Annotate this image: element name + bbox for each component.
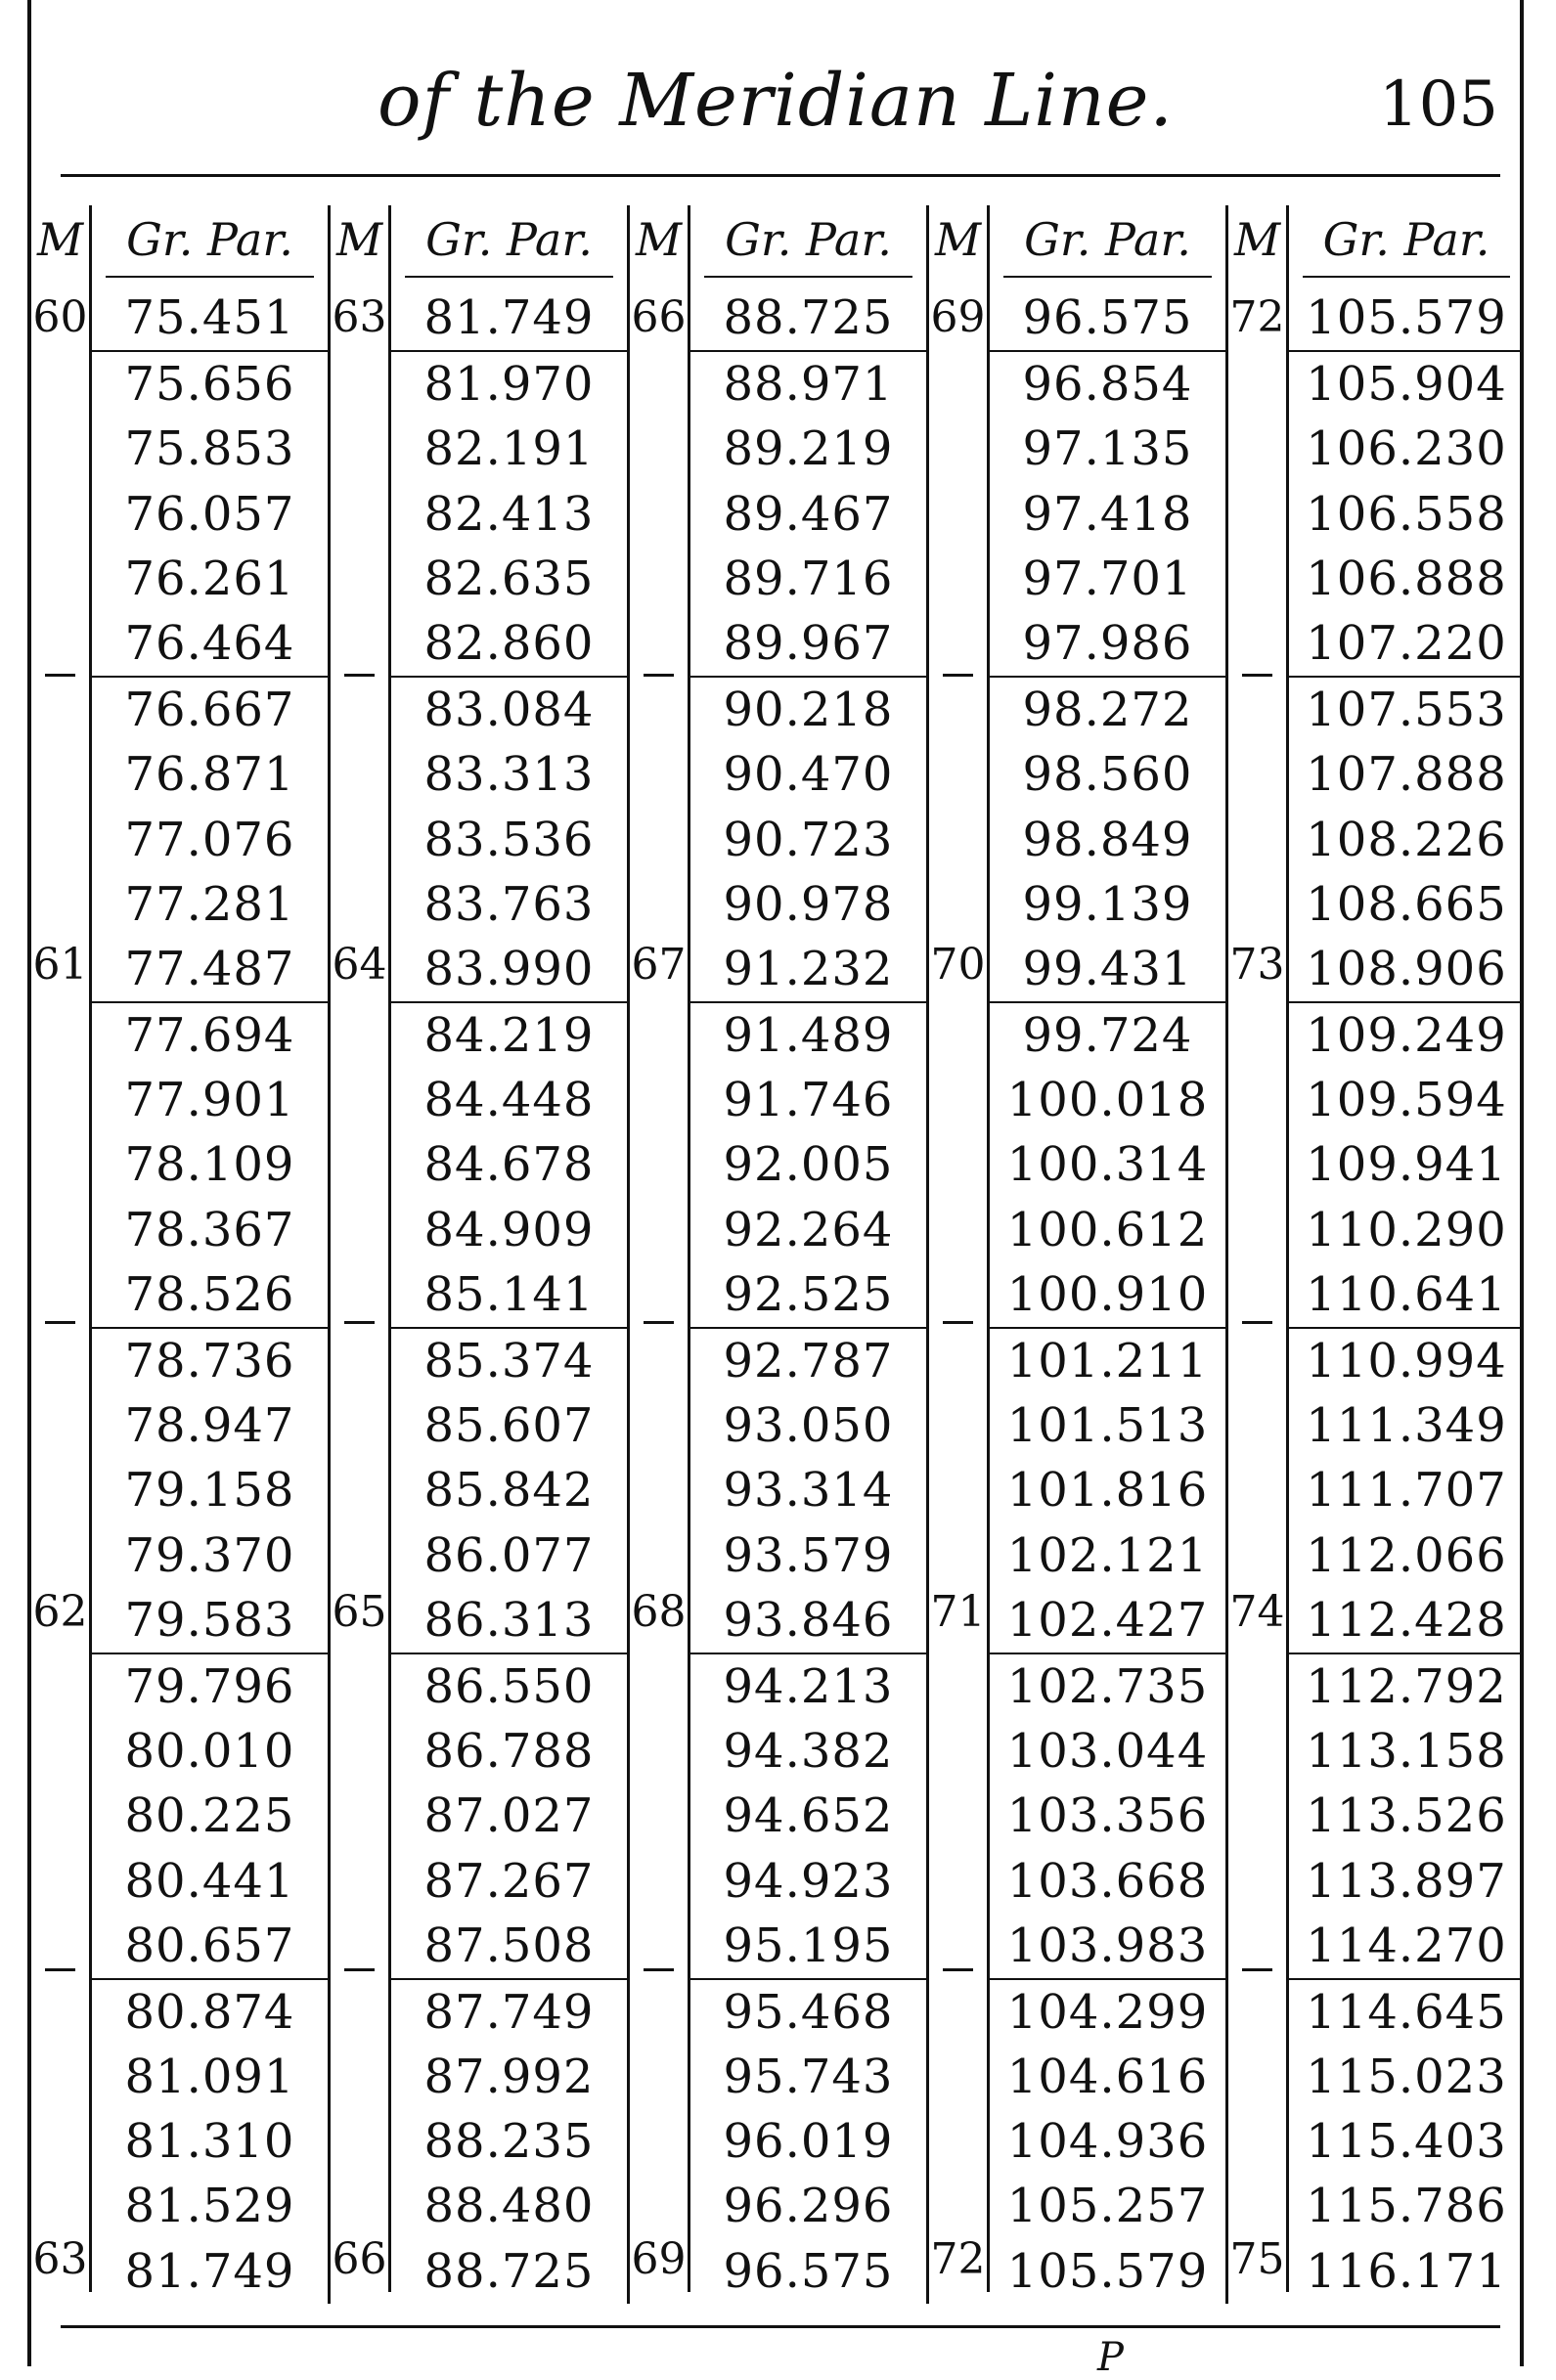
table-cell: 88.235 <box>423 2114 595 2170</box>
table-cell: 77.281 <box>124 876 295 932</box>
section-dash <box>644 1968 674 1971</box>
table-cell: 104.936 <box>1006 2114 1209 2170</box>
table-cell: 95.468 <box>723 1984 894 2040</box>
graduation-parts-header: Gr. Par. <box>1322 213 1490 266</box>
table-cell: 88.971 <box>723 357 894 413</box>
table-cell: 81.310 <box>124 2114 295 2170</box>
table-cell: 83.313 <box>423 747 595 803</box>
table-cell: 99.431 <box>990 937 1225 1003</box>
minute-mark: 67 <box>631 940 687 990</box>
table-cell: 99.724 <box>1022 1008 1193 1064</box>
table-cell: 76.871 <box>124 747 295 803</box>
table-cell: 81.749 <box>124 2243 295 2299</box>
page <box>27 0 1524 2380</box>
table-cell: 88.725 <box>690 286 926 352</box>
header-underline <box>1003 276 1212 278</box>
minute-mark: 66 <box>631 292 687 342</box>
table-cell: 106.230 <box>1306 421 1507 477</box>
table-cell: 76.667 <box>124 683 295 738</box>
table-cell: 96.019 <box>723 2114 894 2170</box>
table-cell: 88.725 <box>423 2243 595 2299</box>
table-cell: 83.990 <box>391 937 627 1003</box>
table-cell: 97.986 <box>990 611 1225 678</box>
table-cell: 77.487 <box>92 937 328 1003</box>
table-cell: 103.983 <box>990 1914 1225 1980</box>
table-cell: 81.529 <box>124 2179 295 2234</box>
table-cell: 100.910 <box>990 1262 1225 1329</box>
graduation-parts-column <box>990 205 1228 2304</box>
table-cell: 82.191 <box>423 421 595 477</box>
header-underline <box>106 276 314 278</box>
minute-header: M <box>635 213 683 266</box>
table-cell: 75.451 <box>92 286 328 352</box>
graduation-parts-header: Gr. Par. <box>725 213 892 266</box>
table-cell: 112.066 <box>1306 1527 1507 1583</box>
minute-mark: 66 <box>332 2234 387 2284</box>
table-cell: 107.888 <box>1306 747 1507 803</box>
table-cell: 103.044 <box>1006 1724 1209 1780</box>
table-cell: 108.665 <box>1306 876 1507 932</box>
header-underline <box>405 276 613 278</box>
table-cell: 93.050 <box>723 1398 894 1454</box>
table-cell: 115.023 <box>1306 2049 1507 2105</box>
table-cell: 77.901 <box>124 1073 295 1128</box>
table-cell: 82.860 <box>391 611 627 678</box>
minute-mark: 63 <box>32 2234 88 2284</box>
table-cell: 95.195 <box>690 1914 926 1980</box>
table-cell: 79.158 <box>124 1463 295 1519</box>
table-cell: 89.219 <box>723 421 894 477</box>
section-dash <box>344 1968 375 1971</box>
table-cell: 102.121 <box>1006 1527 1209 1583</box>
table-cell: 109.941 <box>1306 1137 1507 1193</box>
table-cell: 75.853 <box>124 421 295 477</box>
table-cell: 106.558 <box>1306 486 1507 542</box>
table-cell: 84.909 <box>423 1202 595 1257</box>
table-cell: 102.735 <box>1006 1658 1209 1714</box>
table-cell: 93.579 <box>723 1527 894 1583</box>
table-cell: 110.641 <box>1289 1262 1524 1329</box>
table-cell: 105.579 <box>1006 2243 1209 2299</box>
table-cell: 104.616 <box>1006 2049 1209 2105</box>
table-cell: 96.296 <box>723 2179 894 2234</box>
table-cell: 116.171 <box>1306 2243 1507 2299</box>
table-cell: 79.370 <box>124 1527 295 1583</box>
table-cell: 111.707 <box>1306 1463 1507 1519</box>
table-cell: 83.084 <box>423 683 595 738</box>
table-cell: 92.264 <box>723 1202 894 1257</box>
table-cell: 96.575 <box>990 286 1225 352</box>
graduation-parts-column <box>391 205 630 2304</box>
table-cell: 110.994 <box>1306 1334 1507 1388</box>
table-cell: 89.716 <box>723 551 894 606</box>
minute-header: M <box>934 213 982 266</box>
table-cell: 90.470 <box>723 747 894 803</box>
table-cell: 113.526 <box>1306 1788 1507 1844</box>
table-cell: 78.947 <box>124 1398 295 1454</box>
table-cell: 108.906 <box>1289 937 1524 1003</box>
table-cell: 78.109 <box>124 1137 295 1193</box>
table-cell: 100.314 <box>1006 1137 1209 1193</box>
minute-column <box>630 205 690 2292</box>
table-cell: 99.139 <box>1022 876 1193 932</box>
table-cell: 93.846 <box>690 1588 926 1654</box>
minute-mark: 61 <box>32 940 88 990</box>
table-cell: 115.403 <box>1306 2114 1507 2170</box>
table-cell: 101.211 <box>1006 1334 1209 1388</box>
table-cell: 100.612 <box>1006 1202 1209 1257</box>
table-cell: 97.701 <box>1022 551 1193 606</box>
table-cell: 76.057 <box>124 486 295 542</box>
section-dash <box>45 1968 75 1971</box>
table-cell: 91.489 <box>723 1008 894 1064</box>
minute-mark: 60 <box>32 292 88 342</box>
table-cell: 109.594 <box>1306 1073 1507 1128</box>
table-cell: 81.970 <box>423 357 595 413</box>
table-cell: 84.219 <box>423 1008 595 1064</box>
minute-mark: 71 <box>930 1587 986 1637</box>
section-dash <box>1242 1321 1272 1324</box>
minute-mark: 69 <box>930 292 986 342</box>
minute-mark: 72 <box>930 2234 986 2284</box>
table-cell: 98.560 <box>1022 747 1193 803</box>
minute-column <box>31 205 92 2292</box>
graduation-parts-column <box>1289 205 1524 2304</box>
table-cell: 90.723 <box>723 812 894 867</box>
table-cell: 91.232 <box>690 937 926 1003</box>
table-cell: 96.854 <box>1022 357 1193 413</box>
section-dash <box>943 674 973 677</box>
table-cell: 81.749 <box>391 286 627 352</box>
minute-column <box>1228 205 1289 2292</box>
table-cell: 90.218 <box>723 683 894 738</box>
table-cell: 86.550 <box>423 1658 595 1714</box>
meridian-table <box>31 205 1520 2304</box>
table-cell: 101.513 <box>1006 1398 1209 1454</box>
table-cell: 94.382 <box>723 1724 894 1780</box>
table-cell: 87.267 <box>423 1853 595 1909</box>
table-cell: 98.272 <box>1022 683 1193 738</box>
header-underline <box>1303 276 1510 278</box>
minute-mark: 68 <box>631 1587 687 1637</box>
table-cell: 115.786 <box>1306 2179 1507 2234</box>
table-cell: 94.923 <box>723 1853 894 1909</box>
table-cell: 86.788 <box>423 1724 595 1780</box>
table-cell: 97.135 <box>1022 421 1193 477</box>
minute-mark: 64 <box>332 940 387 990</box>
table-cell: 112.428 <box>1289 1588 1524 1654</box>
table-cell: 91.746 <box>723 1073 894 1128</box>
table-cell: 94.652 <box>723 1788 894 1844</box>
table-cell: 80.657 <box>92 1914 328 1980</box>
minute-mark: 63 <box>332 292 387 342</box>
table-cell: 83.536 <box>423 812 595 867</box>
table-cell: 93.314 <box>723 1463 894 1519</box>
page-header <box>31 39 1520 166</box>
table-cell: 113.158 <box>1306 1724 1507 1780</box>
section-dash <box>344 674 375 677</box>
minute-header: M <box>335 213 383 266</box>
table-cell: 78.736 <box>124 1334 295 1388</box>
table-cell: 89.467 <box>723 486 894 542</box>
table-cell: 102.427 <box>990 1588 1225 1654</box>
minute-mark: 73 <box>1229 940 1285 990</box>
table-cell: 80.225 <box>124 1788 295 1844</box>
table-cell: 83.763 <box>423 876 595 932</box>
table-cell: 107.553 <box>1306 683 1507 738</box>
section-dash <box>1242 1968 1272 1971</box>
table-cell: 92.005 <box>723 1137 894 1193</box>
table-cell: 76.464 <box>92 611 328 678</box>
table-cell: 108.226 <box>1306 812 1507 867</box>
minute-column <box>331 205 391 2292</box>
table-cell: 82.413 <box>423 486 595 542</box>
table-cell: 100.018 <box>1006 1073 1209 1128</box>
table-cell: 114.270 <box>1289 1914 1524 1980</box>
table-cell: 112.792 <box>1306 1658 1507 1714</box>
table-cell: 111.349 <box>1306 1398 1507 1454</box>
table-cell: 87.992 <box>423 2049 595 2105</box>
table-cell: 87.508 <box>391 1914 627 1980</box>
minute-mark: 75 <box>1229 2234 1285 2284</box>
minute-header: M <box>1233 213 1281 266</box>
header-underline <box>704 276 912 278</box>
table-cell: 105.904 <box>1306 357 1507 413</box>
table-cell: 89.967 <box>690 611 926 678</box>
graduation-parts-column <box>690 205 929 2304</box>
table-cell: 98.849 <box>1022 812 1193 867</box>
table-cell: 107.220 <box>1289 611 1524 678</box>
table-cell: 84.448 <box>423 1073 595 1128</box>
minute-mark: 69 <box>631 2234 687 2284</box>
table-cell: 95.743 <box>723 2049 894 2105</box>
section-dash <box>45 1321 75 1324</box>
table-cell: 92.525 <box>690 1262 926 1329</box>
table-cell: 105.257 <box>1006 2179 1209 2234</box>
table-cell: 96.575 <box>723 2243 894 2299</box>
table-cell: 80.010 <box>124 1724 295 1780</box>
table-cell: 80.874 <box>124 1984 295 2040</box>
table-cell: 104.299 <box>1006 1984 1209 2040</box>
minute-mark: 74 <box>1229 1587 1285 1637</box>
table-cell: 105.579 <box>1289 286 1524 352</box>
table-cell: 90.978 <box>723 876 894 932</box>
table-cell: 75.656 <box>124 357 295 413</box>
minute-mark: 62 <box>32 1587 88 1637</box>
table-cell: 76.261 <box>124 551 295 606</box>
signature-mark: P <box>1097 2335 1124 2380</box>
graduation-parts-header: Gr. Par. <box>425 213 593 266</box>
section-dash <box>943 1321 973 1324</box>
table-cell: 85.842 <box>423 1463 595 1519</box>
section-dash <box>644 674 674 677</box>
table-cell: 82.635 <box>423 551 595 606</box>
table-cell: 86.313 <box>391 1588 627 1654</box>
minute-column <box>929 205 990 2292</box>
table-cell: 87.749 <box>423 1984 595 2040</box>
table-cell: 85.374 <box>423 1334 595 1388</box>
section-dash <box>644 1321 674 1324</box>
table-cell: 92.787 <box>723 1334 894 1388</box>
table-cell: 87.027 <box>423 1788 595 1844</box>
graduation-parts-column <box>92 205 331 2304</box>
table-cell: 80.441 <box>124 1853 295 1909</box>
table-cell: 86.077 <box>423 1527 595 1583</box>
table-cell: 79.796 <box>124 1658 295 1714</box>
table-cell: 85.607 <box>423 1398 595 1454</box>
table-cell: 106.888 <box>1306 551 1507 606</box>
table-cell: 110.290 <box>1306 1202 1507 1257</box>
page-number: 105 <box>1378 68 1498 141</box>
page-title: of the Meridian Line. <box>378 59 1174 143</box>
table-cell: 81.091 <box>124 2049 295 2105</box>
table-cell: 113.897 <box>1306 1853 1507 1909</box>
minute-header: M <box>36 213 84 266</box>
graduation-parts-header: Gr. Par. <box>1024 213 1191 266</box>
section-dash <box>344 1321 375 1324</box>
table-cell: 78.367 <box>124 1202 295 1257</box>
table-cell: 85.141 <box>391 1262 627 1329</box>
section-dash <box>943 1968 973 1971</box>
table-cell: 114.645 <box>1306 1984 1507 2040</box>
minute-mark: 72 <box>1229 292 1285 342</box>
table-cell: 109.249 <box>1306 1008 1507 1064</box>
minute-mark: 65 <box>332 1587 387 1637</box>
header-rule <box>61 174 1500 177</box>
footer-rule <box>61 2325 1500 2328</box>
table-cell: 101.816 <box>1006 1463 1209 1519</box>
section-dash <box>1242 674 1272 677</box>
table-cell: 77.694 <box>124 1008 295 1064</box>
table-cell: 77.076 <box>124 812 295 867</box>
table-cell: 78.526 <box>92 1262 328 1329</box>
section-dash <box>45 674 75 677</box>
table-cell: 103.356 <box>1006 1788 1209 1844</box>
minute-mark: 70 <box>930 940 986 990</box>
table-cell: 97.418 <box>1022 486 1193 542</box>
table-cell: 88.480 <box>423 2179 595 2234</box>
table-cell: 103.668 <box>1006 1853 1209 1909</box>
graduation-parts-header: Gr. Par. <box>126 213 293 266</box>
table-cell: 94.213 <box>723 1658 894 1714</box>
table-cell: 84.678 <box>423 1137 595 1193</box>
table-cell: 79.583 <box>92 1588 328 1654</box>
